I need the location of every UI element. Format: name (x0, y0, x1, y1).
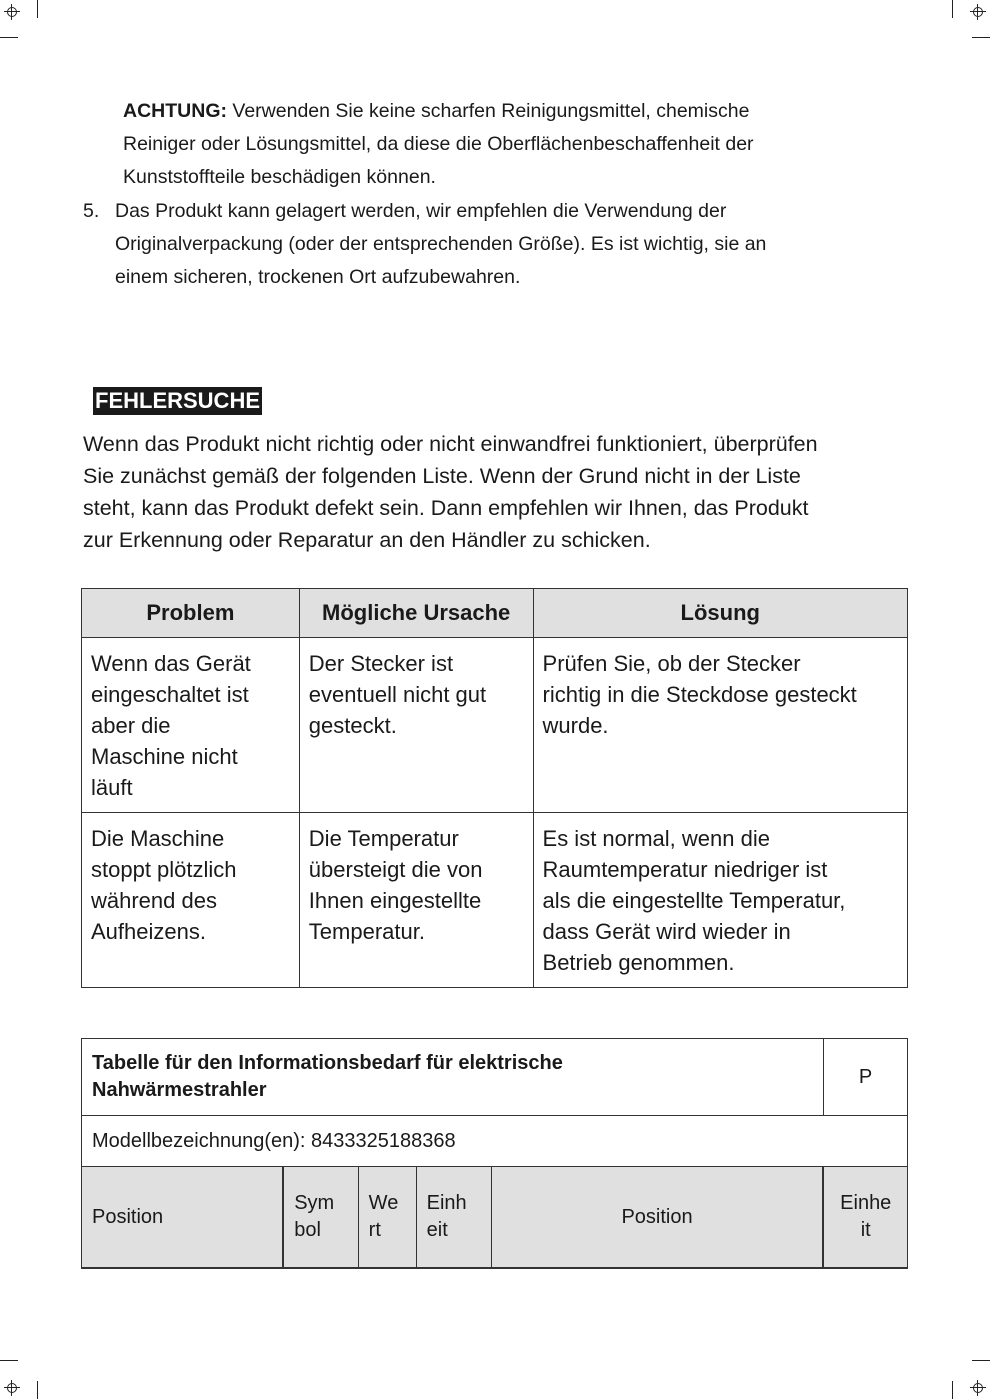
care-notice (123, 95, 883, 194)
cell-line: Prüfen Sie, ob der Stecker (542, 651, 801, 676)
col-text: rt (368, 1219, 381, 1241)
col-text: Einhe (840, 1192, 892, 1214)
cell-line: als die eingestellte Temperatur, (542, 888, 846, 913)
cell-line: Temperatur. (308, 919, 425, 944)
cell-line: gesteckt. (308, 713, 397, 738)
information-table (81, 1038, 908, 1269)
cell-line: Die Temperatur (308, 826, 459, 851)
title-line: Nahwärmestrahler (92, 1079, 267, 1101)
crop-mark (37, 0, 38, 18)
cell-line: Wenn das Gerät (91, 651, 251, 676)
col-text: We (368, 1192, 399, 1214)
notice-label: ACHTUNG: (123, 100, 227, 122)
troubleshooting-intro (83, 428, 903, 556)
step-text: einem sicheren, trockenen Ort aufzubewahren. (115, 266, 521, 288)
cell-line: dass Gerät wird wieder in (542, 919, 791, 944)
cause-cell (299, 813, 533, 988)
intro-line: zur Erkennung oder Reparatur an den Händler zu schicken. (83, 528, 651, 552)
cell-line: Die Maschine (91, 826, 225, 851)
cell-line: eingeschaltet ist (91, 682, 249, 707)
cell-line: richtig in die Steckdose gesteckt (542, 682, 857, 707)
crop-mark (972, 37, 990, 38)
intro-line: steht, kann das Produkt defekt sein. Dann empfehlen wir Ihnen, das Produkt (83, 496, 809, 520)
crop-mark (37, 1381, 38, 1399)
intro-line: Sie zunächst gemäß der folgenden Liste. Wenn der Grund nicht in der Liste (83, 464, 801, 488)
cell-line: Maschine nicht (91, 744, 238, 769)
col-symbol (283, 1167, 358, 1269)
col-value (358, 1167, 416, 1269)
cell-line: während des (91, 888, 217, 913)
step-text: Das Produkt kann gelagert werden, wir empfehlen die Verwendung der (115, 200, 727, 222)
problem-cell (82, 813, 300, 988)
col-text: Sym (294, 1192, 335, 1214)
notice-text: Reiniger oder Lösungsmittel, da diese die Oberflächenbeschaffenheit der (123, 133, 754, 155)
col-unit (416, 1167, 491, 1269)
section-title: FEHLERSUCHE (95, 388, 261, 413)
table-row (82, 813, 908, 988)
cell-line: stoppt plötzlich (91, 857, 237, 882)
cell-line: Betrieb genommen. (542, 950, 735, 975)
step-number: 5. (83, 200, 100, 222)
cell-line: Der Stecker ist (308, 651, 454, 676)
col-position: Position (82, 1167, 284, 1269)
step-text: Originalverpackung (oder der entsprechenden Größe). Es ist wichtig, sie an (115, 233, 767, 255)
cell-line: Es ist normal, wenn die (542, 826, 770, 851)
table-row (82, 638, 908, 813)
model-designation: Modellbezeichnung(en): 8433325188368 (82, 1116, 908, 1167)
crop-mark (0, 1360, 18, 1361)
registration-mark-bottom-left (4, 1380, 20, 1396)
notice-text: Kunststoffteile beschädigen können. (123, 166, 436, 188)
crop-mark (0, 37, 18, 38)
registration-mark-top-right (970, 4, 986, 20)
registration-mark-bottom-right (970, 1380, 986, 1396)
registration-mark-top-left (4, 4, 20, 20)
intro-line: Wenn das Produkt nicht richtig oder nicht einwandfrei funktioniert, überprüfen (83, 432, 818, 456)
col-text: bol (294, 1219, 321, 1241)
notice-text: Verwenden Sie keine scharfen Reinigungsmittel, chemische (226, 100, 750, 122)
cell-line: wurde. (542, 713, 609, 738)
cell-line: übersteigt die von (308, 857, 483, 882)
title-line: Tabelle für den Informationsbedarf für elektrische (92, 1052, 563, 1074)
crop-mark (952, 0, 953, 18)
col-text: Einh (426, 1192, 467, 1214)
cell-line: läuft (91, 775, 133, 800)
cell-line: eventuell nicht gut (308, 682, 487, 707)
info-table-corner: P (823, 1039, 907, 1116)
col-text: eit (426, 1219, 448, 1241)
col-unit-2 (823, 1167, 907, 1269)
header-solution: Lösung (533, 589, 907, 638)
cause-cell (299, 638, 533, 813)
header-cause: Mögliche Ursache (299, 589, 533, 638)
header-problem: Problem (82, 589, 300, 638)
info-table-title (82, 1039, 824, 1116)
cell-line: Aufheizens. (91, 919, 206, 944)
col-position-2: Position (491, 1167, 823, 1269)
problem-cell (82, 638, 300, 813)
col-text: it (860, 1219, 871, 1241)
cell-line: aber die (91, 713, 171, 738)
crop-mark (952, 1381, 953, 1399)
cell-line: Ihnen eingestellte (308, 888, 482, 913)
cell-line: Raumtemperatur niedriger ist (542, 857, 828, 882)
troubleshooting-table (81, 588, 908, 988)
crop-mark (972, 1360, 990, 1361)
solution-cell (533, 813, 907, 988)
solution-cell (533, 638, 907, 813)
